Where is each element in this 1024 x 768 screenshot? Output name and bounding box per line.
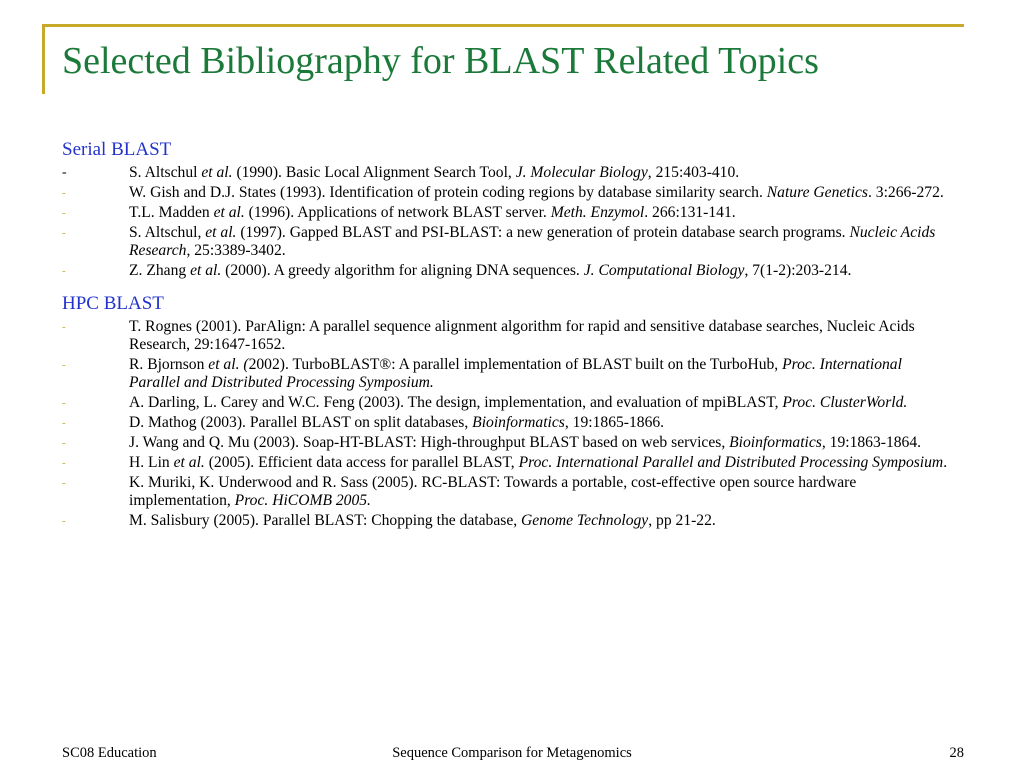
reference-italic-part: J. Computational Biology [583,262,745,279]
reference-text [129,434,954,452]
bullet-marker: - [62,265,66,277]
reference-part: , 7(1-2):203-214. [744,262,852,279]
reference-item [62,454,954,472]
reference-italic-part: et al. ( [208,356,249,373]
reference-italic-part: Proc. International Parallel and Distributed Processing Symposium [518,454,944,471]
reference-part: J. Wang and Q. Mu (2003). Soap-HT-BLAST: High-throughput BLAST based on web services, [129,434,730,451]
bullet-marker: - [62,227,66,239]
reference-text [129,184,954,202]
reference-italic-part: Proc. ClusterWorld. [782,394,908,411]
reference-text [129,454,954,472]
bullet-marker: - [62,397,66,409]
reference-text [129,512,954,530]
bullet-marker: - [62,417,66,429]
footer-left-text: SC08 Education [62,745,157,761]
reference-part: (2005). Efficient data access for parallel BLAST, [204,454,519,471]
reference-italic-part: Nature Genetics [766,184,868,201]
reference-part: T. Rognes (2001). ParAlign: A parallel sequence alignment algorithm for rapid and sensitive database searches, Nucleic Acids Research, 29:1647-1652. [129,318,915,353]
reference-part: K. Muriki, K. Underwood and R. Sass (2005). RC-BLAST: Towards a portable, cost-effective open source hardware implementation, [129,474,857,509]
reference-item [62,512,954,530]
reference-item [62,262,954,280]
bullet-marker: - [62,457,66,469]
reference-italic-part: Proc. HiCOMB 2005. [234,492,371,509]
reference-part: , 215:403-410. [647,164,740,181]
reference-part: S. Altschul, [129,224,206,241]
reference-list [62,164,954,280]
reference-text [129,224,954,260]
reference-part: H. Lin [129,454,174,471]
bullet-marker: - [62,321,66,333]
bullet-marker: - [62,359,66,371]
page-number: 28 [949,745,964,761]
section-heading: Serial BLAST [62,139,172,160]
reference-part: A. Darling, L. Carey and W.C. Feng (2003). The design, implementation, and evaluation of mpiBLAST, [129,394,783,411]
reference-part: 2002). TurboBLAST®: A parallel implementation of BLAST built on the TurboHub, [248,356,783,373]
reference-part: S. Altschul [129,164,202,181]
reference-italic-part: Proc. International Parallel and Distributed Processing Symposium. [129,356,902,391]
bullet-marker: - [62,477,66,489]
frame-top-rule [42,24,964,27]
reference-list [62,318,954,530]
bullet-marker: - [62,187,66,199]
reference-part: W. Gish and D.J. States (1993). Identification of protein coding regions by database similarity search. [129,184,767,201]
reference-text [129,414,954,432]
reference-item [62,224,954,260]
reference-item [62,356,954,392]
section-heading: HPC BLAST [62,293,164,314]
reference-part: . [943,454,948,471]
reference-item [62,414,954,432]
reference-part: T.L. Madden [129,204,214,221]
section [62,138,954,280]
bullet-marker: - [62,165,67,180]
reference-text [129,356,954,392]
reference-part: D. Mathog (2003). Parallel BLAST on split databases, [129,414,473,431]
reference-part: , 19:1865-1866. [564,414,665,431]
reference-text [129,318,954,354]
footer-center-text: Sequence Comparison for Metagenomics [392,745,632,761]
reference-part: . 3:266-272. [867,184,944,201]
reference-part: (2000). A greedy algorithm for aligning DNA sequences. [221,262,584,279]
reference-italic-part: Meth. Enzymol [550,204,645,221]
reference-item [62,318,954,354]
reference-italic-part: et al. [190,262,222,279]
bullet-marker: - [62,437,66,449]
reference-item [62,184,954,202]
reference-italic-part: et al. [173,454,205,471]
reference-item [62,204,954,222]
reference-text [129,474,954,510]
bullet-marker: - [62,515,66,527]
reference-item [62,394,954,412]
reference-part: (1990). Basic Local Alignment Search Tool, [232,164,516,181]
reference-text [129,204,954,222]
slide-title: Selected Bibliography for BLAST Related Topics [62,40,819,82]
reference-italic-part: Nucleic Acids Research [129,224,936,259]
reference-italic-part: Bioinformatics [729,434,822,451]
reference-italic-part: Genome Technology [521,512,649,529]
reference-part: M. Salisbury (2005). Parallel BLAST: Chopping the database, [129,512,522,529]
reference-italic-part: et al. [201,164,233,181]
bullet-marker: - [62,207,66,219]
reference-italic-part: et al. [213,204,245,221]
reference-italic-part: et al. [205,224,237,241]
reference-item [62,474,954,510]
reference-text [129,262,954,280]
section [62,292,954,530]
bibliography-content [62,138,954,530]
reference-part: (1997). Gapped BLAST and PSI-BLAST: a new generation of protein database search programs. [236,224,850,241]
reference-part: , pp 21-22. [648,512,716,529]
frame-left-rule [42,24,45,94]
reference-part: Z. Zhang [129,262,191,279]
reference-part: R. Bjornson [129,356,209,373]
reference-text [129,394,954,412]
reference-part: . 266:131-141. [644,204,736,221]
reference-item [62,164,954,182]
reference-item [62,434,954,452]
reference-part: , 25:3389-3402. [186,242,286,259]
reference-part: (1996). Applications of network BLAST server. [244,204,551,221]
reference-italic-part: J. Molecular Biology [515,164,648,181]
reference-part: , 19:1863-1864. [821,434,922,451]
reference-italic-part: Bioinformatics [472,414,565,431]
reference-text [129,164,954,182]
